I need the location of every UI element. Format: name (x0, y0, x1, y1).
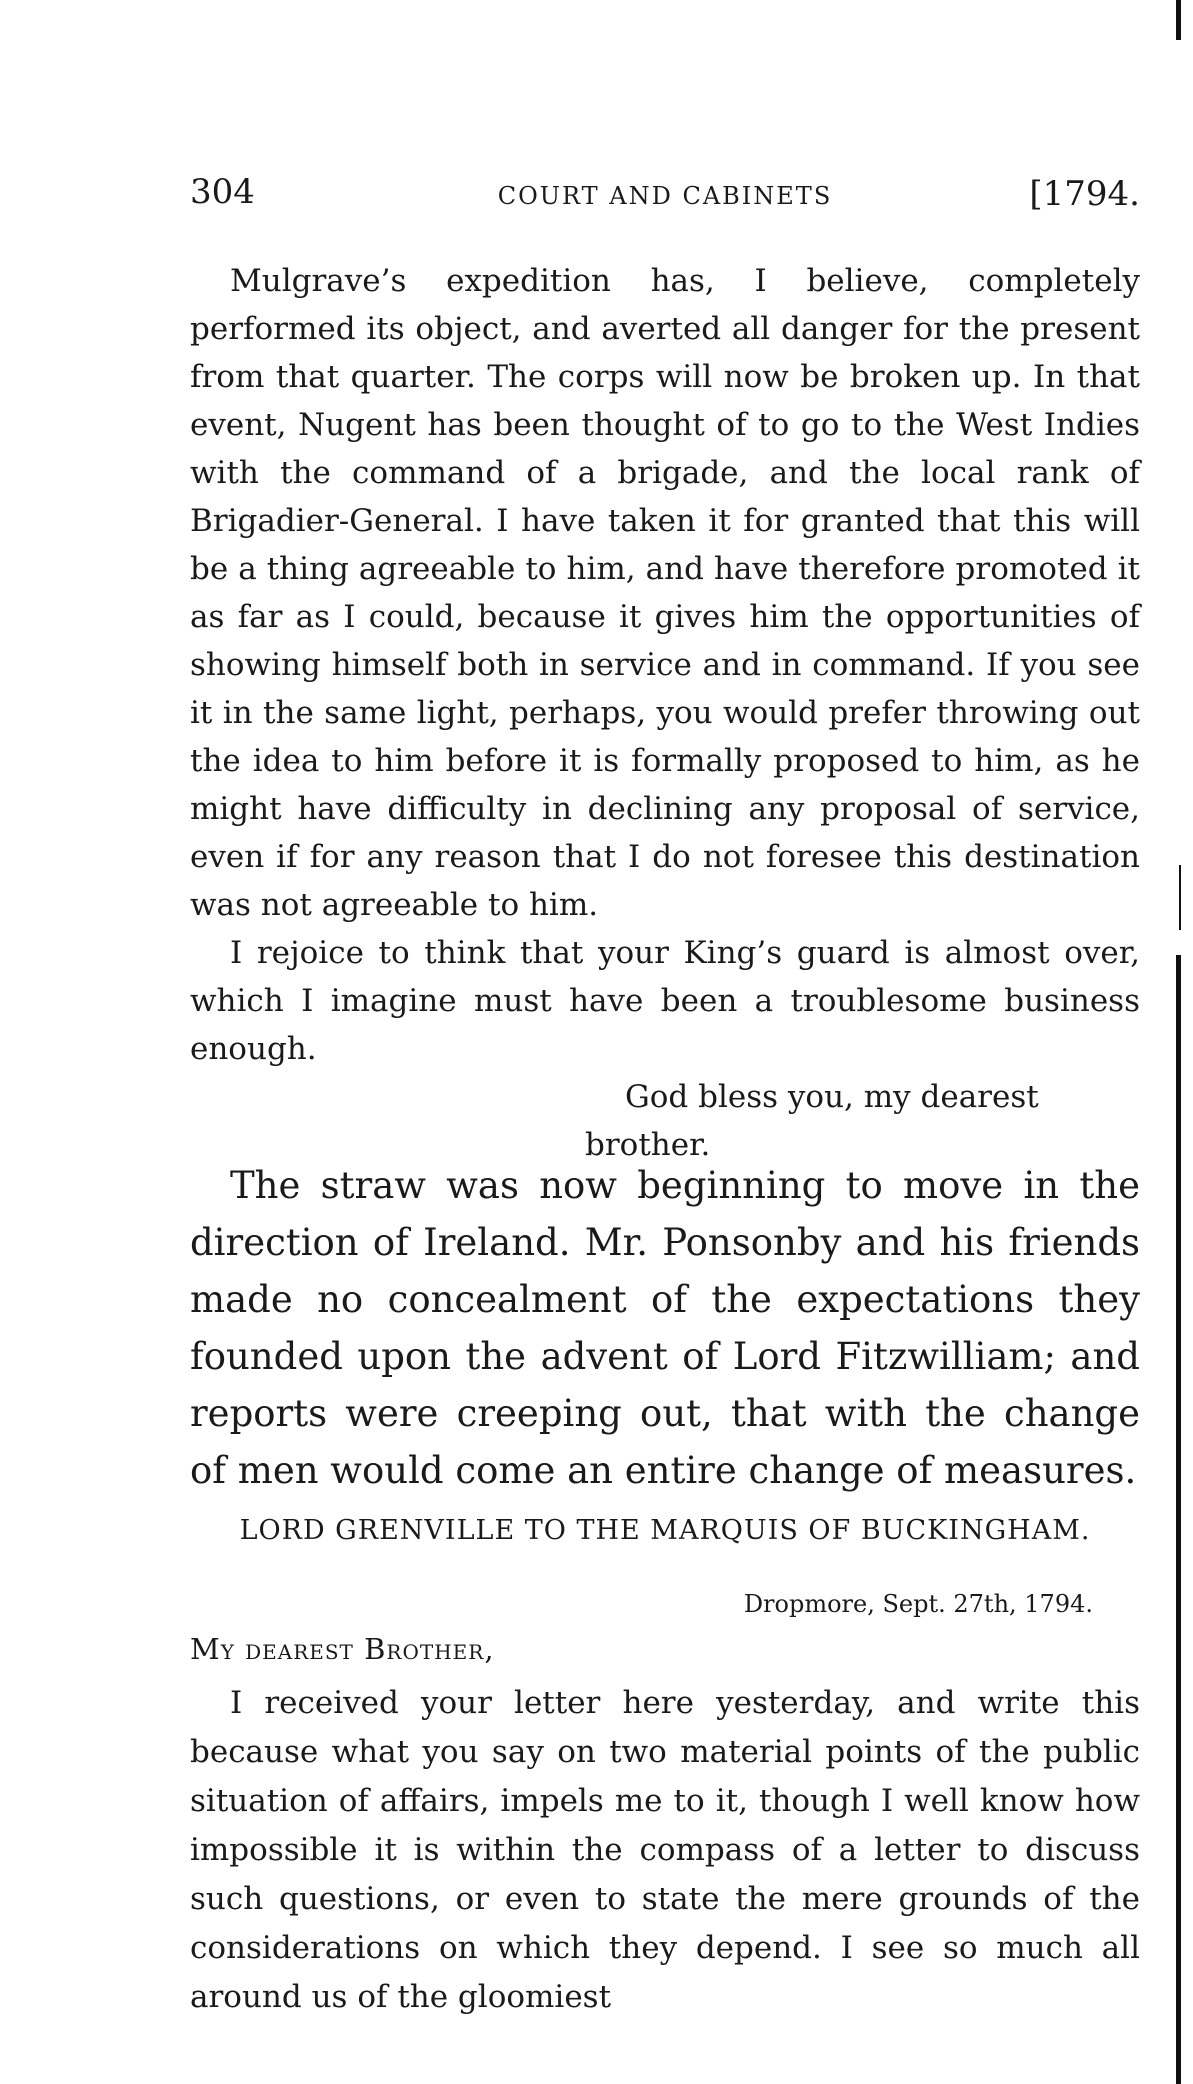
running-title: COURT AND CABINETS (497, 182, 833, 210)
running-year: [1794. (1029, 174, 1140, 214)
letter-one-body (190, 257, 1140, 1169)
letter-two-body (190, 1679, 1140, 2022)
letter-two-heading: LORD GRENVILLE TO THE MARQUIS OF BUCKINGHAM. (239, 1515, 1091, 1546)
letter-two-paragraph: I received your letter here yesterday, and write this because what you say on two material points of the public situation of affairs, impels me to it, though I well know how impossible it is within the compass of a letter to discuss such questions, or even to state the mere grounds of the considerations on which they depend. I see so much all around us of the gloomiest (190, 1685, 1140, 2015)
letter-one-paragraph-1: Mulgrave’s expedition has, I believe, completely performed its object, and averted all danger for the present from that quarter. The corps will now be broken up. In that event, Nugent has been thought of to go to the West Indies with the command of a brigade, and the local rank of Brigadier-General. I have taken it for granted that this will be a thing agreeable to him, and have therefore promoted it as far as I could, because it gives him the opportunities of showing himself both in service and in command. If you see it in the same light, perhaps, you would prefer throwing out the idea to him before it is formally proposed to him, as he might have difficulty in declining any proposal of service, even if for any reason that I do not foresee this destination was not agreeable to him. (190, 263, 1140, 923)
page-header (190, 172, 1140, 222)
narrative-section (190, 1157, 1140, 1499)
letter-two-dateline: Dropmore, Sept. 27th, 1794. (743, 1590, 1093, 1618)
page-edge-mark-bottom (1176, 955, 1181, 2084)
letter-one-closing: God bless you, my dearest brother. (585, 1079, 1039, 1163)
page-edge-mark-top (1176, 0, 1181, 40)
narrative-paragraph: The straw was now beginning to move in the direction of Ireland. Mr. Ponsonby and his friends made no concealment of the expectations they founded upon the advent of Lord Fitzwilliam; and reports were creeping out, that with the change of men would come an entire change of measures. (190, 1164, 1140, 1492)
page-number: 304 (190, 172, 255, 212)
page-edge-mark-middle (1179, 865, 1181, 930)
letter-one-paragraph-2: I rejoice to think that your King’s guard is almost over, which I imagine must have been a troublesome business enough. (190, 935, 1140, 1067)
letter-two-salutation: My dearest Brother, (190, 1632, 495, 1666)
